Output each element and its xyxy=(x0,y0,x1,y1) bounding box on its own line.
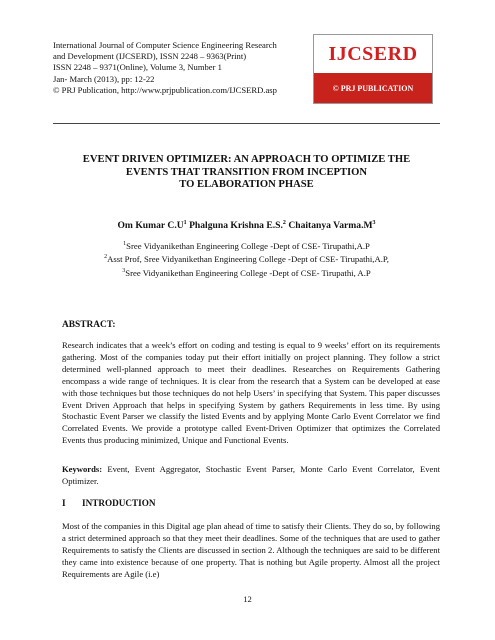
author-sup: 1 xyxy=(183,220,187,226)
affiliation xyxy=(53,266,440,279)
journal-header-line: © PRJ Publication, http://www.prjpublication.com/IJCSERD.asp xyxy=(53,84,277,95)
paper-title-line: EVENT DRIVEN OPTIMIZER: AN APPROACH TO OPTIMIZE THE xyxy=(82,154,411,165)
affiliation-text: Sree Vidyanikethan Engineering College -Dept of CSE- Tirupathi, A.P xyxy=(125,267,371,278)
affiliation-text: Sree Vidyanikethan Engineering College -Dept of CSE- Tirupathi,A.P xyxy=(126,240,370,251)
affiliation-sup: 1 xyxy=(123,241,127,247)
affiliation-text: Asst Prof, Sree Vidyanikethan Engineering College -Dept of CSE- Tirupathi,A.P, xyxy=(107,254,389,265)
journal-header-line: ISSN 2248 – 9371(Online), Volume 3, Number 1 xyxy=(53,62,222,73)
header-divider xyxy=(53,123,440,124)
author-sup: 3 xyxy=(372,220,376,226)
section-title: INTRODUCTION xyxy=(82,498,156,508)
author-name: Phalguna Krishna E.S. xyxy=(189,220,283,232)
author-name: Chaitanya Varma.M xyxy=(288,220,373,232)
journal-header-line: International Journal of Computer Science Engineering Research xyxy=(53,40,277,50)
affiliation xyxy=(53,252,440,265)
paper-title-line: TO ELABORATION PHASE xyxy=(179,179,314,190)
author-list xyxy=(53,220,440,231)
affiliation xyxy=(53,239,440,252)
journal-logo xyxy=(313,34,433,104)
abstract-heading: ABSTRACT: xyxy=(62,320,116,330)
section-number: I xyxy=(62,498,66,508)
journal-header-line: Jan- March (2013), pp: 12-22 xyxy=(53,73,155,84)
abstract-body: Research indicates that a week’s effort on coding and testing is equal to 9 weeks’ effort on its requirements gathering. Most of the companies today put their effort initially on project planning. They follow a strict determined well-planned approach to meet their deadlines. Researches on Requirements Gathering encompass a wide range of techniques. It is clear from the research that a System can be developed at ease with those techniques but those techniques do not help Users’ in specifying that System. This paper discusses Event Driven Approach that helps in specifying System by gathers Requirements in less time. By using Stochastic Event Parser we classify the listed Events and by applying Monte Carlo Event Correlator we find Correlated Events. We provide a prototype called Event-Driven Optimizer that optimizes the Correlated Events thus producing minimized, Unique and Functional Events. xyxy=(62,340,440,446)
author-sup: 2 xyxy=(282,220,286,226)
logo-subtitle: © PRJ PUBLICATION xyxy=(314,73,432,103)
journal-header xyxy=(53,40,315,96)
keywords-text: Event, Event Aggregator, Stochastic Event Parser, Monte Carlo Event Correlator, Event Optimizer. xyxy=(62,464,440,486)
keywords xyxy=(62,464,440,488)
affiliation-sup: 2 xyxy=(104,254,108,261)
section-heading xyxy=(62,498,156,508)
page-number: 12 xyxy=(243,594,252,604)
keywords-label: Keywords: xyxy=(62,464,103,474)
affiliation-list xyxy=(53,239,440,279)
paper-title-line: EVENTS THAT TRANSITION FROM INCEPTION xyxy=(125,166,368,178)
author-name: Om Kumar C.U xyxy=(117,220,184,232)
logo-title: IJCSERD xyxy=(328,42,418,65)
paper-title xyxy=(53,154,440,192)
journal-header-line: and Development (IJCSERD), ISSN 2248 – 9363(Print) xyxy=(53,51,247,62)
affiliation-sup: 3 xyxy=(122,267,126,274)
introduction-body: Most of the companies in this Digital age plan ahead of time to satisfy their Clients. They do so, by following a strict determined approach so that they meet their deadlines. Some of the techniques that are used to gather Requirements to satisfy the Clients are discussed in section 2. Although the techniques are said to be different they came into existence because of one property. That is nothing but Agile property. Almost all the project Requirements are Agile (i.e) xyxy=(62,521,440,579)
